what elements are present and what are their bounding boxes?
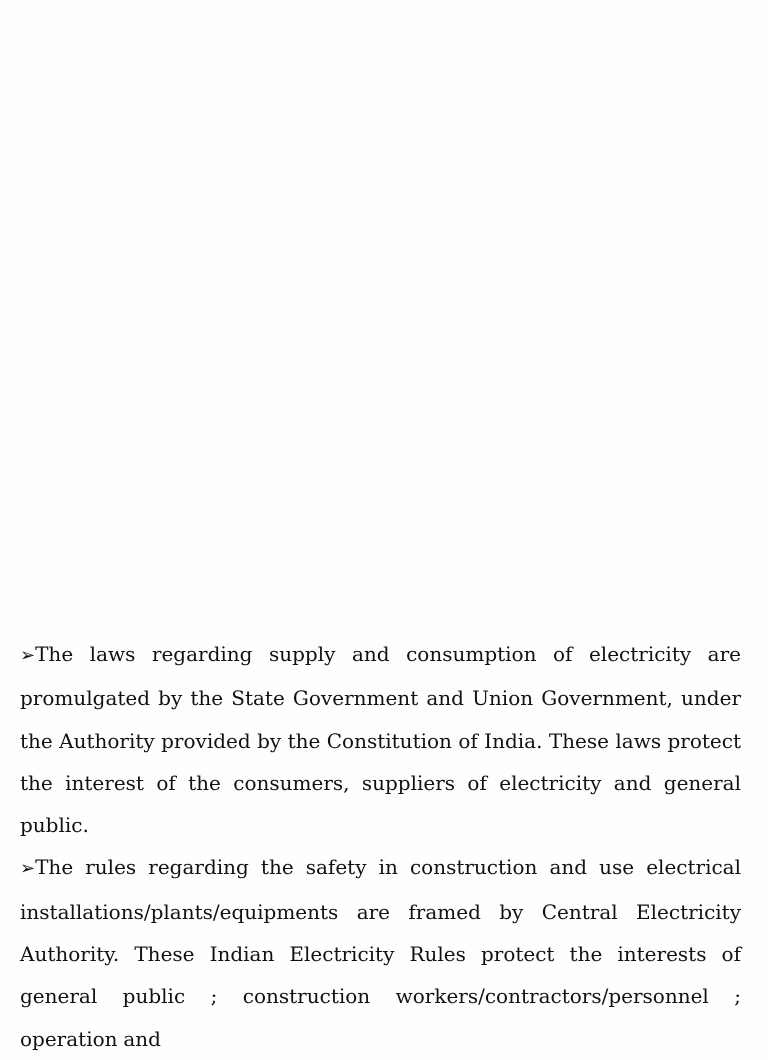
arrow-bullet-icon: ➢ — [20, 645, 36, 666]
paragraph-text: The rules regarding the safety in construction and use electrical installations/plants/equipments are framed by Central Electricity Authority. These Indian Electricity Rules protect the interests of general public ; construction workers/contractors/personnel ; operation and — [20, 855, 741, 1051]
paragraph-rules — [20, 846, 741, 1059]
paragraph-laws — [20, 633, 741, 846]
body-text — [20, 633, 741, 1060]
paragraph-text: The laws regarding supply and consumption of electricity are promulgated by the State Government and Union Government, under the Authority provided by the Constitution of India. These laws protect the interest of the consumers, suppliers of electricity and general public. — [20, 642, 741, 838]
arrow-bullet-icon: ➢ — [20, 858, 36, 880]
